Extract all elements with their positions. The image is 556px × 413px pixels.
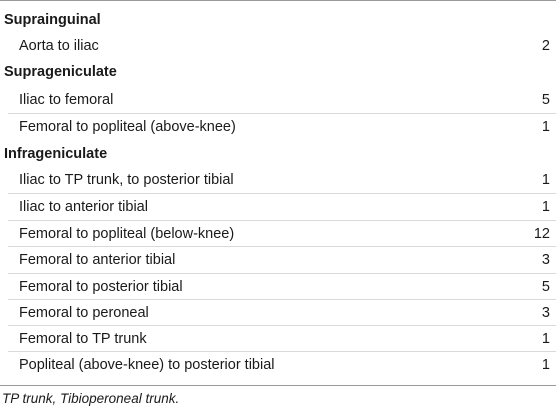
row-label: Iliac to femoral <box>19 92 114 108</box>
group-header-suprainguinal <box>0 7 556 33</box>
row-label: Iliac to anterior tibial <box>19 199 148 215</box>
row-value: 3 <box>541 252 550 268</box>
row-label: Femoral to popliteal (below-knee) <box>19 226 235 242</box>
table-row <box>0 87 556 113</box>
group-header-suprageniculate <box>0 59 556 85</box>
row-label: Aorta to iliac <box>19 38 99 54</box>
table-row <box>0 274 556 300</box>
table-row <box>0 167 556 193</box>
group-title: Suprainguinal <box>4 12 101 28</box>
row-label: Popliteal (above-knee) to posterior tibial <box>19 357 275 373</box>
row-label: Femoral to popliteal (above-knee) <box>19 119 236 135</box>
table-top-rule <box>0 0 556 1</box>
row-value: 1 <box>541 119 550 135</box>
row-value: 5 <box>541 279 550 295</box>
table-row <box>0 194 556 220</box>
table-row <box>0 247 556 273</box>
group-header-infrageniculate <box>0 141 556 167</box>
row-value: 2 <box>541 38 550 54</box>
table-row <box>0 300 556 326</box>
group-title: Suprageniculate <box>4 64 117 80</box>
row-value: 5 <box>541 92 550 108</box>
table-row <box>0 221 556 247</box>
table-row <box>0 326 556 352</box>
table-bottom-rule <box>0 385 556 386</box>
row-value: 1 <box>541 357 550 373</box>
row-label: Femoral to posterior tibial <box>19 279 183 295</box>
row-label: Iliac to TP trunk, to posterior tibial <box>19 172 234 188</box>
row-value: 1 <box>541 331 550 347</box>
row-value: 3 <box>541 305 550 321</box>
row-value: 12 <box>533 226 550 242</box>
row-value: 1 <box>541 199 550 215</box>
table-row <box>0 352 556 378</box>
row-label: Femoral to anterior tibial <box>19 252 176 268</box>
row-label: Femoral to TP trunk <box>19 331 147 347</box>
group-title: Infrageniculate <box>4 146 108 162</box>
table-footnote: TP trunk, Tibioperoneal trunk. <box>2 391 180 406</box>
row-value: 1 <box>541 172 550 188</box>
row-label: Femoral to peroneal <box>19 305 149 321</box>
table-row <box>0 33 556 59</box>
table-row <box>0 114 556 140</box>
